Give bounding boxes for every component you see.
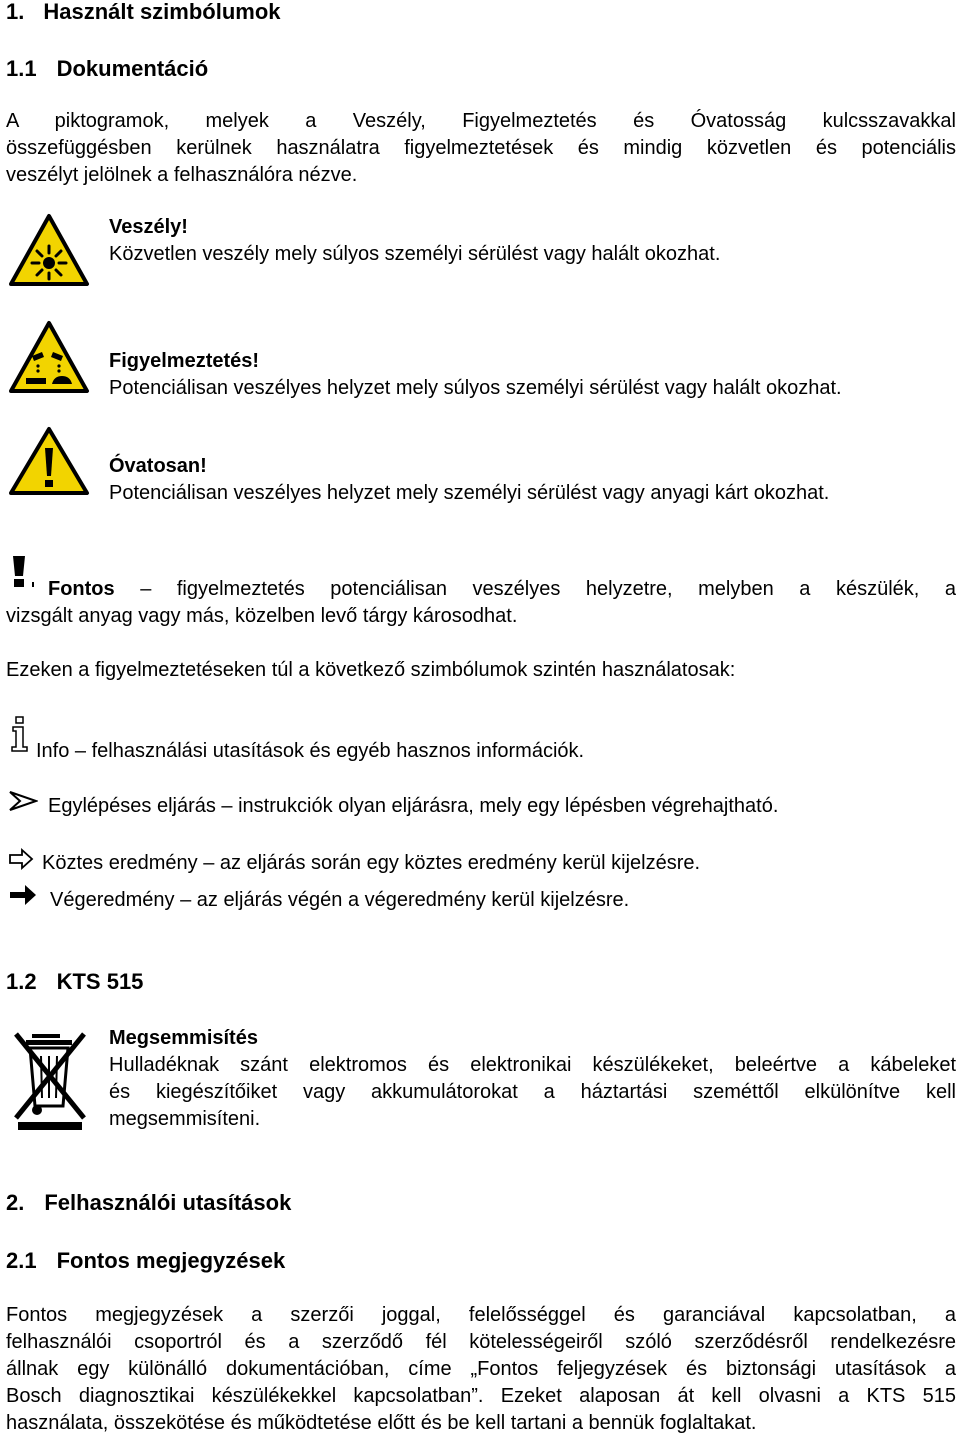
heading-2-1-number: 2.1: [6, 1248, 37, 1273]
intro-line: összefüggésben kerülnek használatra figyelmeztetések és mindig közvetlen és potenciális: [6, 137, 956, 159]
caution-exclamation-icon: [8, 426, 90, 496]
heading-2-1: [6, 1247, 285, 1274]
notes-paragraph: [6, 1302, 956, 1437]
heading-1: [6, 0, 281, 25]
warning-corrosive-icon: [8, 320, 90, 394]
disposal-paragraph: [109, 1052, 956, 1133]
heading-1-1: [6, 55, 208, 82]
disposal-line: és kiegészítőiket vagy akkumulátorokat a háztartási szeméttől elkülönítve kell: [109, 1081, 956, 1103]
warning-text: Potenciálisan veszélyes helyzet mely súlyos személyi sérülést vagy halált okozhat.: [109, 377, 842, 399]
notes-line: Fontos megjegyzések a szerzői joggal, felelősséggel és garanciával kapcsolatban, a: [6, 1304, 956, 1326]
intro-paragraph: [6, 108, 956, 189]
intermediate-result-text: Köztes eredmény – az eljárás során egy köztes eredmény kerül kijelzésre.: [42, 852, 701, 874]
intro-line: A piktogramok, melyek a Veszély, Figyelmeztetés és Óvatosság kulcsszavakkal: [6, 110, 956, 132]
heading-1-title: Használt szimbólumok: [43, 0, 281, 24]
disposal-line: megsemmisíteni.: [109, 1108, 261, 1130]
intermediate-result-arrow-icon: [8, 848, 34, 870]
notice-line: [48, 576, 956, 603]
symbols-intro: Ezeken a figyelmeztetéseken túl a következő szimbólumok szintén használatosak:: [6, 659, 736, 681]
heading-1-number: 1.: [6, 0, 25, 24]
heading-1-2-title: KTS 515: [56, 969, 144, 994]
heading-2: [6, 1189, 291, 1216]
notes-line: Bosch diagnosztikai készülékekkel kapcsolatban”. Ezeket alaposan át kell olvasni a KTS 515: [6, 1385, 956, 1407]
heading-1-1-number: 1.1: [6, 56, 37, 81]
disposal-title: Megsemmisítés: [109, 1027, 258, 1049]
notice-paragraph: [6, 576, 956, 630]
notes-line: állnak egy különálló dokumentációban, címe „Fontos feljegyzések és biztonsági utasítások a: [6, 1358, 956, 1380]
single-step-text: Egylépéses eljárás – instrukciók olyan eljárásra, mely egy lépésben végrehajtható.: [48, 795, 779, 817]
notice-text: – figyelmeztetés potenciálisan veszélyes helyzetre, melyben a készülék, a: [140, 578, 956, 600]
heading-1-2: [6, 968, 143, 995]
warning-title: Figyelmeztetés!: [109, 350, 260, 372]
heading-2-number: 2.: [6, 1190, 25, 1215]
final-result-arrow-icon: [8, 883, 38, 907]
danger-title: Veszély!: [109, 216, 188, 238]
notes-line: használata, összekötése és működtetése előtt és be kell tartani a bennük foglaltakat.: [6, 1412, 757, 1434]
single-step-arrowhead-icon: [8, 789, 38, 813]
heading-2-title: Felhasználói utasítások: [44, 1190, 292, 1215]
info-text: Info – felhasználási utasítások és egyéb hasznos információk.: [36, 740, 585, 762]
danger-text: Közvetlen veszély mely súlyos személyi sérülést vagy halált okozhat.: [109, 243, 721, 265]
heading-1-1-title: Dokumentáció: [56, 56, 209, 81]
caution-text: Potenciálisan veszélyes helyzet mely személyi sérülést vagy anyagi kárt okozhat.: [109, 482, 830, 504]
intro-line: veszélyt jelölnek a felhasználóra nézve.: [6, 164, 358, 186]
danger-radiation-icon: [8, 213, 90, 287]
caution-title: Óvatosan!: [109, 455, 207, 477]
heading-1-2-number: 1.2: [6, 969, 37, 994]
info-icon: [8, 716, 32, 752]
disposal-line: Hulladéknak szánt elektromos és elektronikai készülékeket, beleértve a kábeleket: [109, 1054, 956, 1076]
final-result-text: Végeredmény – az eljárás végén a végeredmény kerül kijelzésre.: [50, 889, 630, 911]
notes-line: felhasználói csoportról és a szerződő fél kötelességeiről szóló szerződésről rendelkezésre: [6, 1331, 956, 1353]
notice-title: Fontos: [48, 578, 115, 600]
crossed-out-wheelie-bin-icon: [12, 1028, 88, 1130]
notice-line: vizsgált anyag vagy más, közelben levő tárgy károsodhat.: [6, 605, 518, 627]
heading-2-1-title: Fontos megjegyzések: [56, 1248, 286, 1273]
